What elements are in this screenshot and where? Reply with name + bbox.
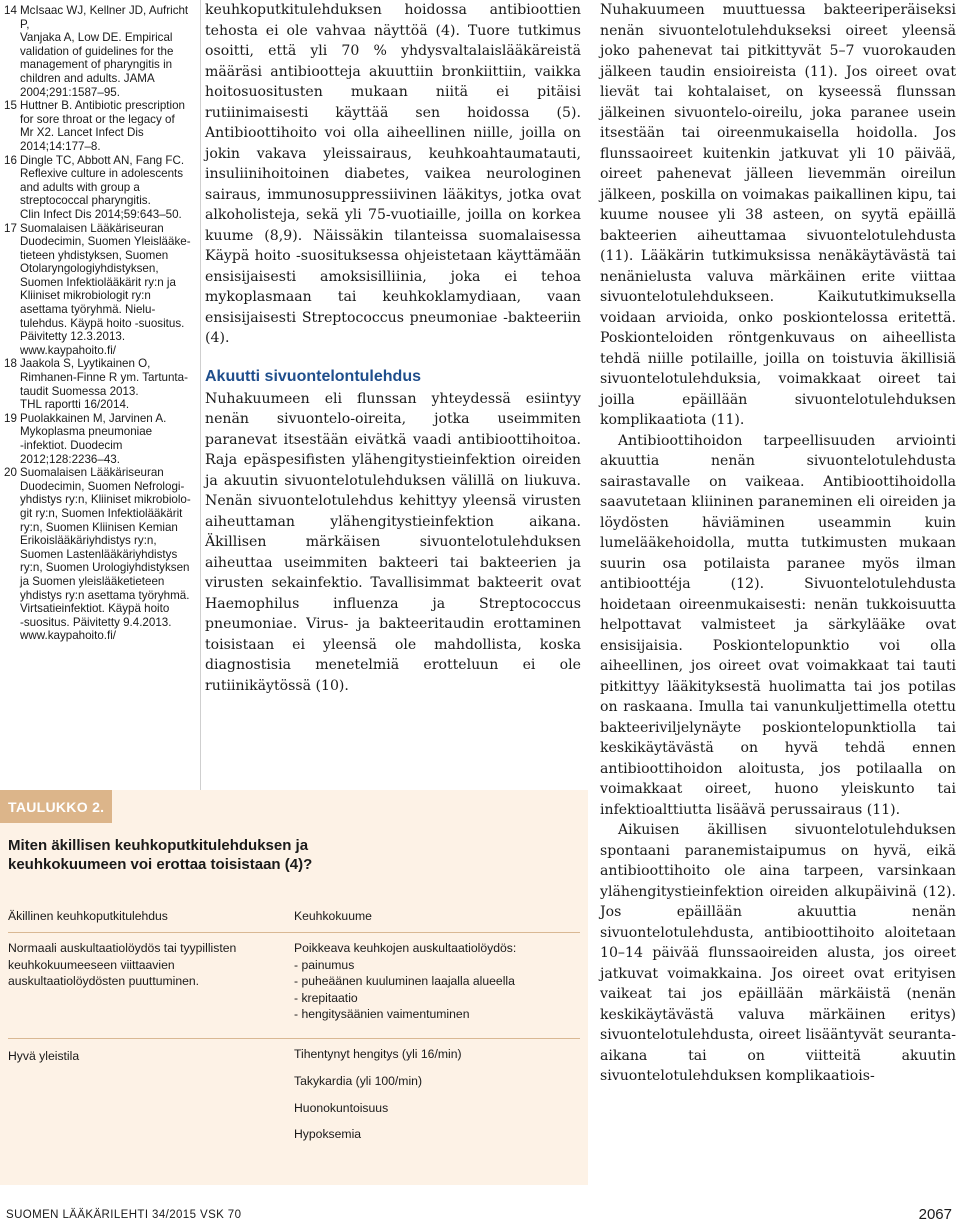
table-cell: Poikkeava keuhkojen auskultaatiolöydös: - painumus - puheäänen kuuluminen laajalla alueella - krepitaatio - hengitysäänien vaimentuminen xyxy=(294,941,517,1021)
reference-number: 20 xyxy=(4,466,17,480)
reference-number: 17 xyxy=(4,221,17,235)
table-title: Miten äkillisen keuhkoputkitulehduksen ja keuhkokuumeen voi erottaa toisistaan (4)? xyxy=(8,837,313,873)
section-heading: Akuutti sivuontelontulehdus xyxy=(205,367,421,385)
page-number: 2067 xyxy=(918,1206,952,1223)
table-header-pneumonia: Keuhkokuume xyxy=(294,909,372,923)
reference-item xyxy=(4,4,194,99)
reference-item xyxy=(4,466,194,643)
body-paragraph: Aikuisen äkillisen sivuontelotulehduksen spontaani paranemistaipumus on hyvä, eikä antibioottihoito ole aina tarpeen, varsinkaan ylähengitystieinfektion oireiden alkupäivinä (12). Jos epäillään akuuttia nenän sivuontelotulehdusta, antibioottihoito aloitetaan 10–14 päivää flunssaoireiden alusta, jos oireet jatkuvat voimakkaina. Jos oireet ovat erityisen vaikeat tai jos epäillään märkäistä (nenän keskikäytävästä valuva märkäinen eritys) sivuontelotulehdusta, oireet lisääntyvät seuranta-aikana tai on viitteitä akuutin sivuontelotulehduksen komplikaatiois- xyxy=(600,822,956,1084)
reference-text: Suomalaisen Lääkäriseuran Duodecimin, Suomen Nefrologi- yhdistys ry:n, Kliiniset mikrobiolo- git ry:n, Suomen Infektiolääkärit ry:n, Suomen Kliinisen Kemian Erikoislääkäriyhdistys ry:n, Suomen Lastenlääkäriyhdistys ry:n, Suomen Urologiyhdistyksen ja Suomen yleislääketieteen yhdistys ry:n asettama työryhmä. Virtsatieinfektiot. Käypä hoito -suositus. Päivitetty 9.4.2013. www.kaypahoito.fi/ xyxy=(20,466,191,643)
table-divider xyxy=(8,1038,580,1039)
table-cell: Normaali auskultaatiolöydös tai tyypillisten keuhkokuumeeseen viittaavien auskultaatiolöydösten puuttuminen. xyxy=(8,941,237,988)
reference-number: 18 xyxy=(4,357,17,371)
reference-text: Jaakola S, Lyytikainen O, Rimhanen-Finne R ym. Tartunta- taudit Suomessa 2013. THL raportti 16/2014. xyxy=(20,357,188,412)
table-box xyxy=(0,790,588,1185)
reference-item xyxy=(4,154,194,222)
body-paragraph: Antibioottihoidon tarpeellisuuden arviointi akuuttia nenän sivuontelotulehdusta sairastavalle on vaikeaa. Antibioottihoidolla saavutetaan kliininen paraneminen eli oireiden ja löydösten häviäminen useammin kuin lumelääkehoidolla, mutta tutkimusten mukaan suurin osa potilaista paranee myös ilman antibioottéja (12). Sivuontelotulehdusta hoidetaan oireenmukaisesti: nenän tukkoisuutta helpottavat valmisteet ja särkylääke ovat ensisijaisia. Poskiontelopunktio voi olla aiheellinen, jos oireet ovat voimakkaat tai tauti pitkittyy lääkityksestä huolimatta tai jos potilas on raskaana. Imulla tai vanunkuljettimella otettu bakteeriviljelynäyte poskiontelopunktiolla tai keskikäytävästä on hyvä tehdä ennen antibioottihoidon aloitusta, jos potilaalla on voimakkaat oireet, huono yleiskunto tai infektioalttiutta lisäävä perussairaus (11). xyxy=(600,432,956,818)
body-paragraph: keuhkoputkitulehduksen hoidossa antibioottien tehosta ei ole vahvaa näyttöä (4). Tuore tutkimus osoitti, että yli 70 % yhdysvaltalaislääkäreistä määräsi antibiootteja akuuttiin bronkiittiin, vaikka hoitosuositusten mukaan niitä ei pitäisi rutiinimaisesti käyttää sen hoidossa (5). Antibioottihoito voi olla aiheellinen niille, joilla on jokin vakava yleissairaus, keuhkoahtaumatauti, insuliinihoitoinen diabetes, vaikea neurologinen sairaus, immunosuppressiivinen lääkitys, jotka ovat alkoholisteja, sekä yli 75-vuotiaille, joilla on korkea kuume (8,9). Näissäkin tilanteissa suomalaisessa Käypä hoito -suosituksessa ohjeistetaan käyttämään ensisijaisesti amoksisilliinia, joka ei tehoa mykoplasmaan tai keuhkoklamydiaan, vaan ensisijaisesti Streptococcus pneumoniae -bakteeriin (4). xyxy=(205,2,581,346)
body-paragraph: Nuhakuumeen eli flunssan yhteydessä esiintyy nenän sivuontelo-oireita, jotka useimmiten paranevat itsestään eivätkä vaadi antibioottihoitoa. Raja epäspesifisten ylähengitystieinfektion oireiden ja akuutin sivuontelotulehduksen välillä on liukuva. Nenän sivuontelotulehdus kehittyy yleensä virusten aiheuttaman ylähengitystieinfektion aikana. Äkillisen märkäisen sivuontelotulehduksen aiheuttaa useimmiten bakteeri tai bakteerien ja virusten sekainfektio. Tavallisimmat bakteerit ovat Haemophilus influenza ja Streptococcus pneumoniae. Virus- ja bakteeritaudin erottaminen toisistaan ei yleensä ole mahdollista, koska diagnostisia menetelmiä erotteluun ei ole rutiinikäytössä (10). xyxy=(205,390,581,694)
reference-item xyxy=(4,99,194,153)
reference-text: Puolakkainen M, Jarvinen A. Mykoplasma pneumoniae -infektiot. Duodecim 2012;128:2236–43. xyxy=(20,411,167,466)
middle-column xyxy=(205,0,581,696)
column-divider xyxy=(200,0,201,790)
right-column xyxy=(600,0,956,1087)
reference-text: Suomalaisen Lääkäriseuran Duodecimin, Suomen Yleislääke- tieteen yhdistyksen, Suomen Otolaryngologiyhdistyksen, Suomen Infektiolääkärit ry:n ja Kliiniset mikrobiologit ry:n asettama työryhmä. Nielu- tulehdus. Käypä hoito -suositus. Päivitetty 12.3.2013. www.kaypahoito.fi/ xyxy=(20,221,191,357)
table-label: TAULUKKO 2. xyxy=(0,790,112,823)
reference-number: 14 xyxy=(4,4,17,17)
reference-number: 16 xyxy=(4,153,17,167)
reference-text: McIsaac WJ, Kellner JD, Aufricht P, Vanjaka A, Low DE. Empirical validation of guidelines for the management of pharyngitis in children and adults. JAMA 2004;291:1587–95. xyxy=(20,4,189,99)
table-cell: Hyvä yleistila xyxy=(8,1049,80,1063)
journal-footer: SUOMEN LÄÄKÄRILEHTI 34/2015 VSK 70 xyxy=(6,1209,242,1221)
reference-number: 15 xyxy=(4,99,17,113)
body-paragraph: Nuhakuumeen muuttuessa bakteeriperäiseksi nenän sivuontelotulehdukseksi oireet yleensä joko pahenevat tai pitkittyvät 5–7 vuorokauden jälkeen taudin ensioireista (11). Jos oireet ovat lievät tai kohtalaiset, on kyseessä flunssan jälkeinen sivuontelo-oireilu, joka paranee usein itsestään tai oireenmukaisella hoidolla. Jos flunssaoireet kuitenkin jatkuvat yli 10 päivää, oireet pahenevat jälleen lievemmän oireilun jälkeen, poskilla on voimakas paikallinen kipu, tai kuume nousee yli 38 asteen, on syytä epäillä bakteerien aiheuttamaa sivuontelotulehdusta (11). Lääkärin tutkimuksissa nenäkäytävästä tai nenänielusta valuva märkäinen erite viittaa sivuontelotulehdukseen. Kaikututkimuksella voidaan arvioida, onko poskiontelossa eritettä. Poskionteloiden röntgenkuvaus on aiheellista tehdä niille potilaille, joilla on toistuvia äkillisiä sivuontelotulehduksia, voimakkaat oireet tai joilla epäillään sivuontelotulehduksen komplikaatiota (11). xyxy=(600,2,956,428)
reference-text: Huttner B. Antibiotic prescription for sore throat or the legacy of Mr X2. Lancet Infect Dis 2014;14:177–8. xyxy=(20,99,185,153)
reference-item xyxy=(4,412,194,466)
table-header-bronchitis: Äkillinen keuhkoputkitulehdus xyxy=(8,909,168,923)
reference-list xyxy=(4,4,194,643)
reference-item xyxy=(4,222,194,358)
table-cell: Tihentynyt hengitys (yli 16/min) Takykardia (yli 100/min) Huonokuntoisuus Hypoksemia xyxy=(294,1047,462,1142)
reference-number: 19 xyxy=(4,411,17,425)
reference-item xyxy=(4,357,194,411)
table-divider xyxy=(8,932,580,933)
reference-text: Dingle TC, Abbott AN, Fang FC. Reflexive culture in adolescents and adults with group a streptococcal pharyngitis. Clin Infect Dis 2014;59:643–50. xyxy=(20,153,185,221)
